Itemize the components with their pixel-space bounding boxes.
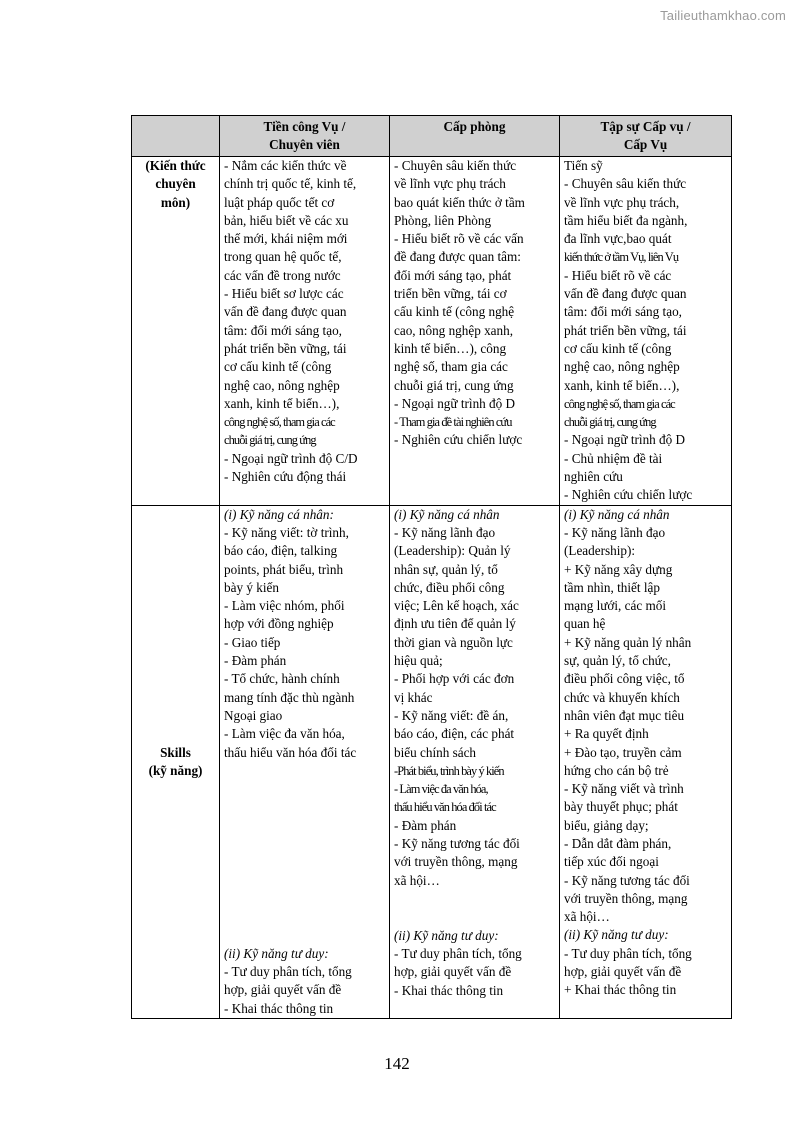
cell-text-line: - Tổ chức, hành chính bbox=[224, 671, 340, 687]
row-label-knowledge bbox=[132, 157, 220, 506]
cell-text-line: - Hiểu biết rõ về các bbox=[564, 267, 672, 283]
cell-text-line: points, phát biểu, trình bbox=[224, 561, 344, 577]
cell-skills-chuyen-vien bbox=[220, 505, 390, 1018]
cell-text-line: báo cáo, điện, các phát bbox=[394, 726, 515, 742]
cell-text-line: - Tư duy phân tích, tổng bbox=[224, 964, 352, 980]
cell-text-line: vị khác bbox=[394, 689, 433, 705]
cell-text-line: (Leadership): Quản lý bbox=[394, 543, 511, 559]
text-line: Cấp phòng bbox=[443, 119, 506, 134]
cell-text-line: - Giao tiếp bbox=[224, 634, 281, 650]
section-heading: (ii) Kỹ năng tư duy: bbox=[394, 927, 499, 943]
header-cell-chuyen-vien bbox=[220, 116, 390, 157]
cell-text-line: báo cáo, điện, talking bbox=[224, 543, 338, 559]
competency-table bbox=[131, 115, 732, 1019]
cell-text-line: hiệu quả; bbox=[394, 653, 443, 669]
cell-text-line: nhân viên đạt mục tiêu bbox=[564, 707, 685, 723]
cell-text-line: triển bền vững, tái cơ bbox=[394, 286, 507, 302]
cell-text-line: - Chuyên sâu kiến thức bbox=[394, 158, 517, 173]
block-spacer bbox=[394, 890, 555, 927]
cell-text-line: bao quát kiến thức ở tầm bbox=[394, 194, 525, 210]
cell-text-line: với truyền thông, mạng bbox=[564, 890, 688, 906]
cell-text-line: + Khai thác thông tin bbox=[564, 982, 677, 998]
cell-text-line: thế mới, khái niệm mới bbox=[224, 231, 348, 247]
cell-text-line: - Khai thác thông tin bbox=[224, 1000, 334, 1016]
cell-text-line: mạng lưới, các mối bbox=[564, 598, 667, 614]
cell-text-line: - Kỹ năng viết: tờ trình, bbox=[224, 524, 349, 540]
cell-text-line: - Làm việc nhóm, phối bbox=[224, 598, 345, 614]
section-heading: (ii) Kỹ năng tư duy: bbox=[564, 927, 669, 943]
cell-text-line: nghệ cao, nông nghệp bbox=[564, 359, 680, 375]
cell-text-line: - Nghiên cứu chiến lược bbox=[394, 432, 523, 448]
cell-text-line: hợp, giải quyết vấn đề bbox=[394, 964, 512, 980]
cell-text-line: phát triển bền vững, tái bbox=[224, 340, 347, 356]
header-cell-cap-phong bbox=[390, 116, 560, 157]
cell-text-line: + Kỹ năng quản lý nhân bbox=[564, 634, 692, 650]
cell-text-line: thời gian và nguồn lực bbox=[394, 634, 513, 650]
cell-text-line: với truyền thông, mạng bbox=[394, 854, 518, 870]
cell-text-line: nghệ cao, nông nghệp bbox=[224, 377, 340, 393]
cell-text-line: - Làm việc đa văn hóa, bbox=[394, 782, 488, 797]
cell-text-line: biểu, giảng dạy; bbox=[564, 817, 649, 833]
cell-text-line: công nghệ số, tham gia các bbox=[564, 396, 675, 411]
cell-text-line: - Hiểu biết rõ về các vấn bbox=[394, 231, 524, 247]
cell-text-line: luật pháp quốc tết cơ bbox=[224, 194, 335, 210]
cell-text-line: - Ngoại ngữ trình độ D bbox=[394, 395, 516, 411]
cell-text-line: - Kỹ năng tương tác đối bbox=[564, 872, 690, 888]
cell-text-line: - Khai thác thông tin bbox=[394, 982, 504, 998]
cell-text-line: chức và khuyến khích bbox=[564, 689, 680, 705]
cell-text-line: + Ra quyết định bbox=[564, 726, 649, 742]
table-row-skills bbox=[132, 505, 732, 1018]
thinking-skills-block bbox=[564, 926, 727, 999]
cell-text-line: hợp với đồng nghiệp bbox=[224, 616, 334, 632]
cell-text-line: nghệ số, tham gia các bbox=[394, 359, 508, 375]
text-line: Tiền công Vụ / bbox=[263, 119, 346, 134]
header-row bbox=[132, 116, 732, 157]
cell-text-line: đa lĩnh vực,bao quát bbox=[564, 231, 672, 247]
cell-text-line: - Hiểu biết sơ lược các bbox=[224, 286, 344, 302]
cell-text-line: tầm nhìn, thiết lập bbox=[564, 579, 660, 595]
personal-skills-block bbox=[394, 506, 555, 890]
section-heading: (i) Kỹ năng cá nhân bbox=[564, 506, 670, 522]
cell-text-line: hứng cho cán bộ trẻ bbox=[564, 762, 669, 778]
page-number: 142 bbox=[384, 1054, 410, 1073]
cell-text-line: Ngoại giao bbox=[224, 707, 283, 723]
cell-text-line: chức, điều phối công bbox=[394, 579, 505, 595]
cell-text-line: vấn đề đang được quan bbox=[564, 286, 687, 302]
cell-text-line: nhân sự, quản lý, tổ bbox=[394, 561, 498, 577]
cell-text-line: thấu hiểu văn hóa đối tác bbox=[394, 800, 496, 815]
cell-text-line: - Nghiên cứu động thái bbox=[224, 469, 347, 485]
text-line: Cấp Vụ bbox=[623, 137, 668, 152]
cell-text-line: cơ cấu kinh tế (công bbox=[564, 340, 672, 356]
cell-text-line: định ưu tiên để quản lý bbox=[394, 616, 516, 632]
cell-text-line: hợp, giải quyết vấn đề bbox=[224, 982, 342, 998]
cell-text-line: tiếp xúc đối ngoại bbox=[564, 854, 659, 870]
text-line: (kỹ năng) bbox=[148, 762, 203, 778]
cell-text-line: - Ngoại ngữ trình độ D bbox=[564, 432, 686, 448]
cell-text-line: cơ cấu kinh tế (công bbox=[224, 359, 332, 375]
cell-text-line: chính trị quốc tế, kinh tế, bbox=[224, 176, 357, 192]
cell-knowledge-cap-phong bbox=[390, 157, 560, 506]
cell-text-line: đề đang được quan tâm: bbox=[394, 249, 521, 265]
cell-text-line: chuỗi giá trị, cung ứng bbox=[394, 377, 514, 393]
cell-text-line: - Kỹ năng lãnh đạo bbox=[394, 524, 496, 540]
cell-text-line: cao, nông nghệp xanh, bbox=[394, 322, 514, 338]
cell-text-line: - Dẫn dắt đàm phán, bbox=[564, 835, 672, 851]
cell-text-line: kinh tế biển…), công bbox=[394, 340, 507, 356]
table-row-knowledge bbox=[132, 157, 732, 506]
cell-text-line: tầm hiểu biết đa ngành, bbox=[564, 212, 688, 228]
cell-text-line: bản, hiểu biết về các xu bbox=[224, 212, 349, 228]
cell-text-line: - Chuyên sâu kiến thức bbox=[564, 176, 687, 192]
cell-text-line: (Leadership): bbox=[564, 543, 636, 559]
cell-text-line: trong quan hệ quốc tế, bbox=[224, 249, 342, 265]
cell-text-line: kiến thức ở tầm Vụ, liên Vụ bbox=[564, 250, 679, 265]
thinking-skills-block bbox=[394, 927, 555, 1000]
section-heading: (i) Kỹ năng cá nhân bbox=[394, 506, 500, 522]
text-line: Tập sự Cấp vụ / bbox=[600, 119, 691, 134]
cell-text-line: bày thuyết phục; phát bbox=[564, 799, 678, 815]
watermark-text: Tailieuthamkhao.com bbox=[660, 8, 786, 23]
cell-text-line: - Đàm phán bbox=[394, 817, 457, 833]
cell-text-line: cấu kinh tế (công nghệ bbox=[394, 304, 515, 320]
block-spacer bbox=[224, 762, 385, 945]
cell-text-line: công nghệ số, tham gia các bbox=[224, 415, 335, 430]
section-heading: (ii) Kỹ năng tư duy: bbox=[224, 945, 329, 961]
cell-text-line: bày ý kiến bbox=[224, 579, 279, 595]
cell-text-line: mang tính đặc thù ngành bbox=[224, 689, 355, 705]
cell-text-line: việc; Lên kế hoạch, xác bbox=[394, 598, 519, 614]
cell-text-line: sự, quản lý, tổ chức, bbox=[564, 653, 671, 669]
text-line: (Kiến thức bbox=[145, 158, 206, 173]
cell-text-line: - Tham gia đề tài nghiên cứu bbox=[394, 415, 512, 430]
cell-text-line: Tiến sỹ bbox=[564, 158, 603, 173]
cell-text-line: + Đào tạo, truyền cảm bbox=[564, 744, 682, 760]
section-heading: (i) Kỹ năng cá nhân: bbox=[224, 506, 334, 522]
cell-text-line: - Kỹ năng tương tác đối bbox=[394, 835, 520, 851]
text-line: Chuyên viên bbox=[269, 137, 340, 152]
cell-text-line: đổi mới sáng tạo, phát bbox=[394, 267, 512, 283]
personal-skills-block bbox=[564, 506, 727, 927]
cell-text-line: phát triển bền vững, tái bbox=[564, 322, 687, 338]
cell-text-line: - Phối hợp với các đơn bbox=[394, 671, 515, 687]
cell-text-line: - Nắm các kiến thức về bbox=[224, 158, 347, 173]
thinking-skills-block bbox=[224, 945, 385, 1018]
cell-text-line: - Đàm phán bbox=[224, 653, 287, 669]
cell-text-line: xã hội… bbox=[564, 909, 610, 925]
cell-text-line: - Ngoại ngữ trình độ C/D bbox=[224, 450, 358, 466]
header-cell-empty bbox=[132, 116, 220, 157]
text-line: chuyên bbox=[155, 176, 196, 192]
cell-skills-cap-vu bbox=[560, 505, 732, 1018]
cell-text-line: về lĩnh vực phụ trách bbox=[394, 176, 506, 192]
cell-text-line: - Làm việc đa văn hóa, bbox=[224, 726, 345, 742]
cell-text-line: vấn đề đang được quan bbox=[224, 304, 347, 320]
cell-text-line: chuỗi giá trị, cung ứng bbox=[224, 433, 316, 448]
cell-text-line: - Tư duy phân tích, tổng bbox=[564, 945, 692, 961]
cell-text-line: + Kỹ năng xây dựng bbox=[564, 561, 673, 577]
cell-knowledge-cap-vu bbox=[560, 157, 732, 506]
cell-text-line: - Chủ nhiệm đề tài bbox=[564, 450, 663, 466]
cell-text-line: -Phát biểu, trình bày ý kiến bbox=[394, 763, 504, 778]
cell-text-line: - Kỹ năng viết và trình bbox=[564, 781, 684, 797]
text-line: môn) bbox=[160, 194, 191, 210]
cell-text-line: xã hội… bbox=[394, 872, 440, 888]
cell-text-line: - Kỹ năng viết: đề án, bbox=[394, 707, 509, 723]
cell-text-line: thấu hiểu văn hóa đối tác bbox=[224, 744, 357, 760]
text-line: Skills bbox=[160, 744, 191, 760]
cell-knowledge-chuyen-vien bbox=[220, 157, 390, 506]
cell-text-line: - Tư duy phân tích, tổng bbox=[394, 946, 522, 962]
cell-text-line: - Nghiên cứu chiến lược bbox=[564, 487, 693, 503]
cell-text-line: các vấn đề trong nước bbox=[224, 267, 341, 283]
cell-text-line: điều phối công việc, tổ bbox=[564, 671, 685, 687]
cell-text-line: xanh, kinh tế biển…), bbox=[564, 377, 680, 393]
cell-text-line: Phòng, liên Phòng bbox=[394, 212, 492, 228]
cell-text-line: quan hệ bbox=[564, 616, 606, 632]
cell-text-line: nghiên cứu bbox=[564, 469, 623, 485]
cell-text-line: về lĩnh vực phụ trách, bbox=[564, 194, 680, 210]
cell-text-line: tâm: đổi mới sáng tạo, bbox=[224, 322, 342, 338]
cell-text-line: chuỗi giá trị, cung ứng bbox=[564, 415, 656, 430]
cell-text-line: biểu chính sách bbox=[394, 744, 477, 760]
cell-text-line: tâm: đổi mới sáng tạo, bbox=[564, 304, 682, 320]
cell-text-line: hợp, giải quyết vấn đề bbox=[564, 964, 682, 980]
header-cell-cap-vu bbox=[560, 116, 732, 157]
cell-text-line: - Kỹ năng lãnh đạo bbox=[564, 524, 666, 540]
row-label-skills bbox=[132, 505, 220, 1018]
cell-skills-cap-phong bbox=[390, 505, 560, 1018]
personal-skills-block bbox=[224, 506, 385, 762]
cell-text-line: xanh, kinh tế biển…), bbox=[224, 395, 340, 411]
